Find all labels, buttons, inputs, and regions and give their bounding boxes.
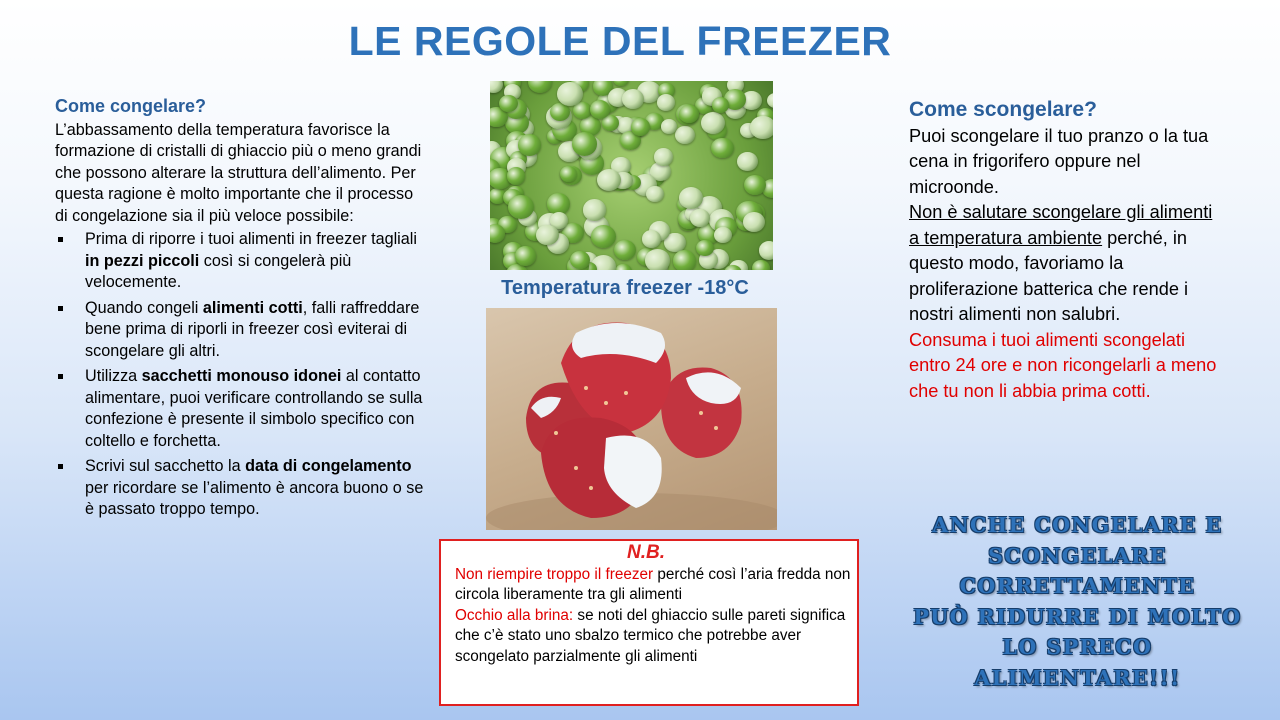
pea-decoration (759, 241, 773, 260)
list-item: Prima di riporre i tuoi alimenti in freezer tagliali in pezzi piccoli così si congelerà più velocemente. (55, 229, 430, 294)
square-bullet-icon (58, 306, 63, 311)
pea-decoration (490, 224, 505, 243)
slogan-line: PUÒ RIDURRE DI MOLTO (913, 604, 1242, 629)
pea-decoration (614, 240, 636, 260)
nota-bene-title: N.B. (627, 542, 665, 563)
pea-decoration (528, 81, 552, 93)
pea-decoration (661, 119, 677, 134)
square-bullet-icon (58, 464, 63, 469)
slogan-line: ANCHE CONGELARE E (932, 513, 1223, 537)
freezer-temperature-caption: Temperatura freezer -18°C (501, 277, 749, 299)
food-waste-slogan (900, 510, 1255, 693)
pea-decoration (536, 225, 558, 246)
pea-decoration (591, 225, 616, 248)
thawing-heading: Come scongelare? (909, 98, 1097, 121)
pea-decoration (499, 95, 517, 112)
nb-paragraph-freezer: Non riempire troppo il freezer perché così l’aria fredda non circola liberamente tra gli alimenti (455, 565, 851, 603)
pea-decoration (752, 260, 770, 270)
thawing-section (909, 97, 1219, 404)
pea-decoration (737, 152, 758, 171)
pea-decoration (657, 94, 675, 111)
nb-paragraph-frost: Occhio alla brina: se noti del ghiaccio sulle pareti significa che c’è stato uno sbalzo termico che potrebbe aver scongelato parzialmente gli alimenti (455, 606, 846, 665)
pea-decoration (711, 138, 734, 159)
square-bullet-icon (58, 374, 63, 379)
pea-decoration (613, 81, 629, 86)
pea-decoration (673, 250, 697, 270)
frozen-peas-image (490, 81, 773, 270)
page-title: LE REGOLE DEL FREEZER (348, 18, 892, 64)
pea-decoration (515, 246, 536, 266)
pea-decoration (675, 126, 695, 145)
pea-decoration (701, 112, 725, 134)
pea-decoration (507, 167, 526, 184)
pea-decoration (714, 227, 731, 243)
freezing-section (55, 96, 430, 525)
pea-decoration (654, 148, 673, 166)
pea-decoration (572, 132, 597, 155)
pea-decoration (750, 116, 773, 140)
strawberries-illustration (486, 308, 777, 530)
pea-decoration (642, 230, 661, 248)
freezing-tips-list (55, 229, 430, 521)
thawing-consume-note: Consuma i tuoi alimenti scongelati entro 24 ore e non ricongelarli a meno che tu non li abbia prima cotti. (909, 329, 1217, 401)
pea-decoration (712, 97, 729, 113)
frozen-strawberries-image (486, 308, 777, 530)
pea-decoration (767, 93, 773, 108)
pea-decoration (518, 134, 541, 155)
list-item: Quando congeli alimenti cotti, falli raffreddare bene prima di riporli in freezer così eviterai di scongelare gli altri. (55, 298, 430, 363)
pea-decoration (490, 81, 503, 93)
pea-decoration (646, 186, 664, 202)
freezing-intro: L’abbassamento della temperatura favorisce la formazione di cristalli di ghiaccio più o meno grandi che possono alterare la struttura dell’alimento. Per questa ragione è molto importante che il processo di congelazione sia il più veloce possibile: (55, 120, 422, 225)
slogan-line: CORRETTAMENTE (959, 574, 1196, 598)
slogan-line: LO SPRECO (1002, 635, 1153, 659)
pea-decoration (645, 249, 669, 270)
list-item: Scrivi sul sacchetto la data di congelamento per ricordare se l’alimento è ancora buono o se è passato troppo tempo. (55, 456, 430, 521)
slogan-line: SCONGELARE (988, 543, 1167, 568)
square-bullet-icon (58, 237, 63, 242)
pea-decoration (615, 264, 632, 270)
thawing-warning: Non è salutare scongelare gli alimenti a temperatura ambiente perché, in questo modo, favoriamo la proliferazione batterica che rende i nostri alimenti non salubri. (909, 202, 1213, 324)
pea-decoration (690, 209, 710, 227)
list-item: Utilizza sacchetti monouso idonei al contatto alimentare, puoi verificare controllando se sulla confezione è presente il simbolo specifico con coltello e forchetta. (55, 366, 430, 452)
pea-decoration (622, 89, 644, 109)
pea-decoration (631, 118, 651, 136)
nota-bene-box (439, 539, 859, 706)
thawing-methods: Puoi scongelare il tuo pranzo o la tua cena in frigorifero oppure nel microonde. (909, 125, 1209, 197)
pea-decoration (744, 175, 766, 196)
slogan-line: ALIMENTARE!!! (974, 665, 1181, 690)
pea-decoration (743, 212, 765, 232)
pea-decoration (679, 105, 698, 123)
pea-decoration (557, 82, 583, 106)
pea-decoration (583, 199, 606, 220)
freezing-heading: Come congelare? (55, 96, 207, 116)
pea-decoration (508, 195, 534, 219)
